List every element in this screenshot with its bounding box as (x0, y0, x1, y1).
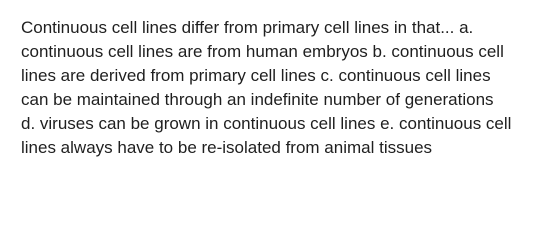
question-text (21, 16, 551, 160)
question-line: continuous cell lines are from human embryos b. continuous cell (21, 42, 504, 61)
question-line: can be maintained through an indefinite number of generations (21, 90, 494, 109)
question-line: lines are derived from primary cell lines c. continuous cell lines (21, 66, 491, 85)
question-line: lines always have to be re-isolated from animal tissues (21, 138, 433, 157)
question-line: d. viruses can be grown in continuous cell lines e. continuous cell (21, 114, 512, 133)
question-line: Continuous cell lines differ from primary cell lines in that... a. (21, 18, 474, 37)
